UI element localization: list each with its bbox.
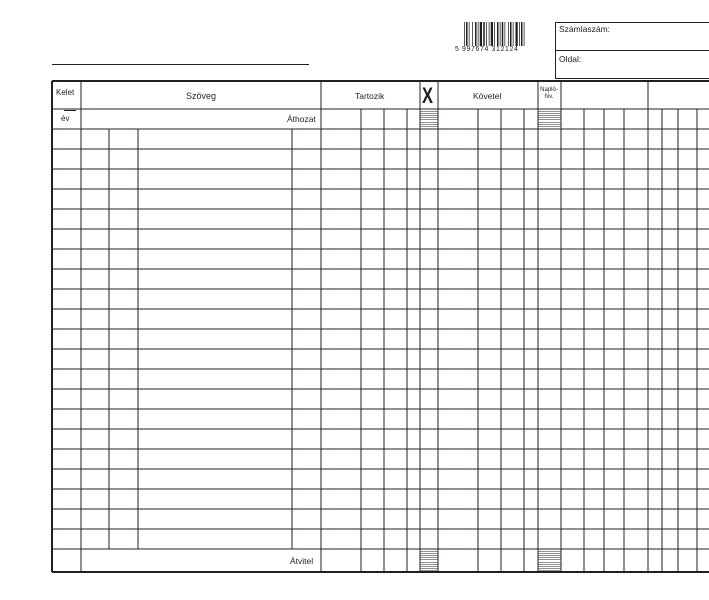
account-number-label: Számlaszám: xyxy=(559,24,611,34)
column-header-kelet: Kelet xyxy=(56,88,75,97)
column-header-kovetel: Követel xyxy=(473,91,502,101)
page-label: Oldal: xyxy=(559,54,582,64)
kelet-ev-divider xyxy=(64,110,76,111)
atvitel-label: Átvitel xyxy=(290,556,314,566)
column-header-szoveg: Szöveg xyxy=(186,91,217,101)
barcode-number: 5 997674 312124 xyxy=(455,46,519,53)
column-header-ev: év xyxy=(61,114,70,123)
x-mark: X xyxy=(422,83,434,108)
column-header-naplo-hiv: Napló- hiv. xyxy=(540,87,558,100)
athozat-label: Áthozat xyxy=(287,114,316,124)
column-header-tartozik: Tartozik xyxy=(355,91,385,101)
